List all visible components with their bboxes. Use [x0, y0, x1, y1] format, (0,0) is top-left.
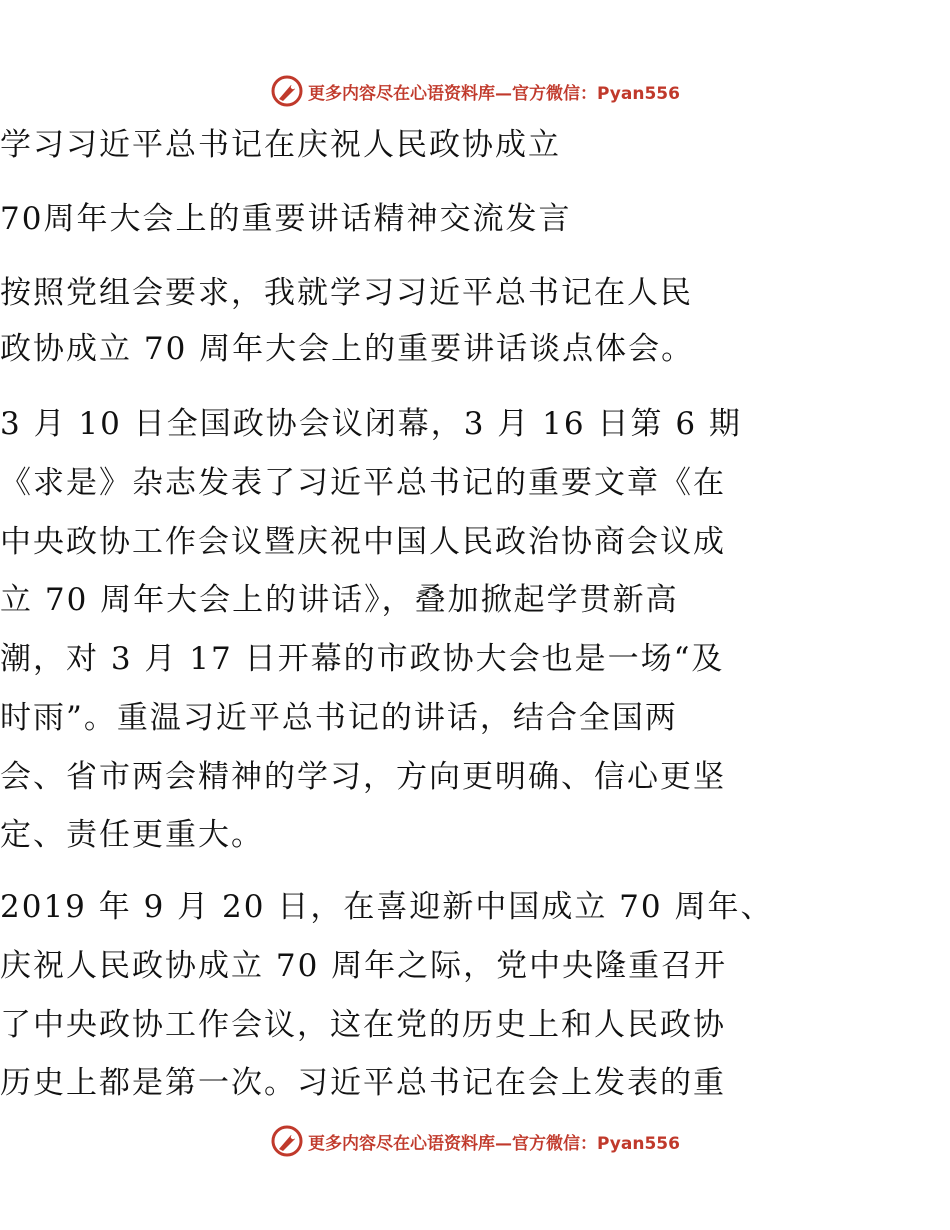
paragraph-line: 立 70 周年大会上的讲话》，叠加掀起学贯新高: [0, 582, 679, 618]
pen-logo-icon: [270, 1124, 304, 1158]
paragraph-line: 按照党组会要求，我就学习习近平总书记在人民: [0, 275, 693, 311]
paragraph-line: 政协成立 70 周年大会上的重要讲话谈点体会。: [0, 331, 695, 367]
paragraph-line: 潮，对 3 月 17 日开幕的市政协大会也是一场“及: [0, 641, 725, 677]
paragraph-line: 中央政协工作会议暨庆祝中国人民政治协商会议成: [0, 524, 726, 560]
title-line: 70周年大会上的重要讲话精神交流发言: [0, 201, 572, 237]
header-watermark: [0, 74, 950, 108]
title-line: 学习习近平总书记在庆祝人民政协成立: [0, 127, 561, 163]
paragraph-line: 历史上都是第一次。习近平总书记在会上发表的重: [0, 1065, 726, 1101]
paragraph-line: 时雨”。重温习近平总书记的讲话，结合全国两: [0, 700, 678, 736]
watermark-text: 更多内容尽在心语资料库—官方微信：Pyan556: [308, 1133, 680, 1154]
paragraph-line: 庆祝人民政协成立 70 周年之际，党中央隆重召开: [0, 948, 728, 984]
paragraph-line: 会、省市两会精神的学习，方向更明确、信心更坚: [0, 759, 726, 795]
footer-watermark: [0, 1124, 950, 1158]
paragraph-line: 了中央政协工作会议，这在党的历史上和人民政协: [0, 1007, 726, 1043]
paragraph-line: 3 月 10 日全国政协会议闭幕，3 月 16 日第 6 期: [0, 406, 742, 442]
paragraph-line: 2019 年 9 月 20 日，在喜迎新中国成立 70 周年、: [0, 889, 774, 925]
pen-logo-icon: [270, 74, 304, 108]
paragraph-line: 定、责任更重大。: [0, 817, 264, 853]
watermark-text: 更多内容尽在心语资料库—官方微信：Pyan556: [308, 83, 680, 104]
paragraph-line: 《求是》杂志发表了习近平总书记的重要文章《在: [0, 465, 726, 501]
